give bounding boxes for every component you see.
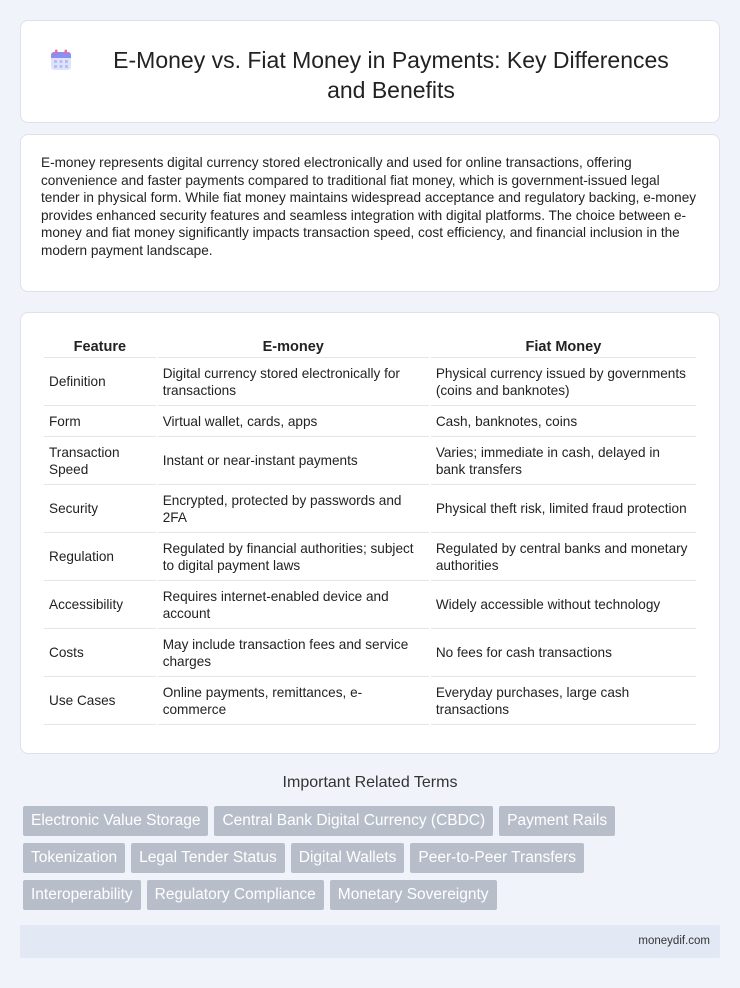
- feature-cell: Regulation: [44, 533, 156, 581]
- table-row: [44, 677, 696, 725]
- tag-payment-rails[interactable]: Payment Rails: [499, 806, 615, 836]
- footer-site[interactable]: moneydif.com: [638, 935, 710, 947]
- e-money-cell: Online payments, remittances, e-commerce: [158, 677, 429, 725]
- intro-card: [20, 134, 720, 292]
- fiat-money-cell: Physical currency issued by governments (coins and banknotes): [431, 358, 696, 406]
- header-feature: Feature: [44, 333, 156, 358]
- tag-row: [23, 806, 723, 836]
- tag-interoperability[interactable]: Interoperability: [23, 880, 141, 910]
- tag-peer-to-peer-transfers[interactable]: Peer-to-Peer Transfers: [410, 843, 584, 873]
- fiat-money-cell: Widely accessible without technology: [431, 581, 696, 629]
- comparison-table: [42, 333, 698, 725]
- table-row: [44, 533, 696, 581]
- tag-digital-wallets[interactable]: Digital Wallets: [291, 843, 405, 873]
- table-row: [44, 485, 696, 533]
- intro-paragraph: E-money represents digital currency stored electronically and used for online transactions, offering convenience and faster payments compared to traditional fiat money, which is government-issued legal tender in physical form. While fiat money maintains widespread acceptance and regulatory backing, e-money provides enhanced security features and seamless integration with digital platforms. The choice between e-money and fiat money significantly impacts transaction speed, cost efficiency, and financial inclusion in the modern payment landscape.: [41, 155, 697, 258]
- header-fiat-money: Fiat Money: [431, 333, 696, 358]
- comparison-card: [20, 312, 720, 754]
- fiat-money-cell: Cash, banknotes, coins: [431, 406, 696, 437]
- fiat-money-cell: No fees for cash transactions: [431, 629, 696, 677]
- related-terms-title: Important Related Terms: [282, 774, 458, 791]
- e-money-cell: Requires internet-enabled device and account: [158, 581, 429, 629]
- feature-cell: Use Cases: [44, 677, 156, 725]
- tag-row: [23, 880, 723, 910]
- tag-monetary-sovereignty[interactable]: Monetary Sovereignty: [330, 880, 497, 910]
- footer: [20, 925, 720, 958]
- tag-cbdc[interactable]: Central Bank Digital Currency (CBDC): [214, 806, 493, 836]
- feature-cell: Definition: [44, 358, 156, 406]
- e-money-cell: Encrypted, protected by passwords and 2FA: [158, 485, 429, 533]
- table-row: [44, 629, 696, 677]
- table-header-row: [44, 333, 696, 358]
- table-row: [44, 358, 696, 406]
- table-row: [44, 437, 696, 485]
- tag-electronic-value-storage[interactable]: Electronic Value Storage: [23, 806, 208, 836]
- e-money-cell: Digital currency stored electronically for transactions: [158, 358, 429, 406]
- e-money-cell: May include transaction fees and service charges: [158, 629, 429, 677]
- e-money-cell: Virtual wallet, cards, apps: [158, 406, 429, 437]
- feature-cell: Security: [44, 485, 156, 533]
- tag-tokenization[interactable]: Tokenization: [23, 843, 125, 873]
- e-money-cell: Regulated by financial authorities; subject to digital payment laws: [158, 533, 429, 581]
- table-row: [44, 406, 696, 437]
- tag-legal-tender-status[interactable]: Legal Tender Status: [131, 843, 285, 873]
- page-title: E-Money vs. Fiat Money in Payments: Key Differences and Benefits: [113, 47, 669, 103]
- calendar-icon: [49, 48, 73, 72]
- feature-cell: Accessibility: [44, 581, 156, 629]
- header-e-money: E-money: [158, 333, 429, 358]
- table-row: [44, 581, 696, 629]
- feature-cell: Form: [44, 406, 156, 437]
- e-money-cell: Instant or near-instant payments: [158, 437, 429, 485]
- feature-cell: Costs: [44, 629, 156, 677]
- title-card: [20, 20, 720, 123]
- feature-cell: Transaction Speed: [44, 437, 156, 485]
- fiat-money-cell: Varies; immediate in cash, delayed in bank transfers: [431, 437, 696, 485]
- tag-row: [23, 843, 723, 873]
- fiat-money-cell: Regulated by central banks and monetary authorities: [431, 533, 696, 581]
- fiat-money-cell: Physical theft risk, limited fraud protection: [431, 485, 696, 533]
- fiat-money-cell: Everyday purchases, large cash transactions: [431, 677, 696, 725]
- tag-regulatory-compliance[interactable]: Regulatory Compliance: [147, 880, 324, 910]
- related-terms-list: [23, 806, 723, 917]
